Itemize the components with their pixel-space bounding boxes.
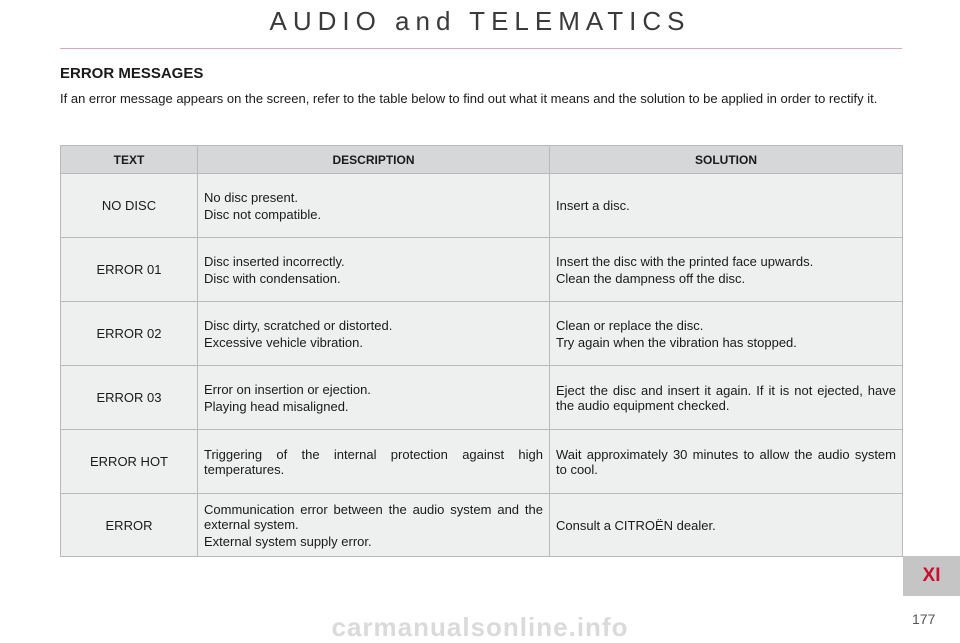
solution-cell	[550, 302, 903, 366]
solution-line: Try again when the vibration has stopped.	[556, 334, 797, 350]
description-cell	[198, 302, 550, 366]
table-row	[61, 430, 903, 494]
description-cell	[198, 174, 550, 238]
description-line: Disc not compatible.	[204, 206, 322, 222]
solution-line: Clean or replace the disc.	[556, 317, 704, 333]
description-line: Excessive vehicle vibration.	[204, 334, 363, 350]
header-divider	[60, 48, 902, 49]
solution-cell	[550, 494, 903, 557]
table-header-row	[61, 146, 903, 174]
description-line: Playing head misaligned.	[204, 398, 349, 414]
solution-line: Insert the disc with the printed face upwards.	[556, 253, 814, 269]
column-header-solution: SOLUTION	[550, 146, 903, 174]
description-line: Disc inserted incorrectly.	[204, 253, 345, 269]
table-row	[61, 366, 903, 430]
description-cell	[198, 494, 550, 557]
solution-line: Clean the dampness off the disc.	[556, 270, 746, 286]
description-cell	[198, 430, 550, 494]
description-cell	[198, 238, 550, 302]
section-title: ERROR MESSAGES	[60, 65, 204, 82]
chapter-tab: XI	[903, 556, 960, 596]
description-line: Communication error between the audio system and the external system.	[204, 501, 543, 532]
column-header-text: TEXT	[61, 146, 198, 174]
table-row	[61, 174, 903, 238]
error-code-cell: NO DISC	[61, 174, 198, 238]
table-row	[61, 302, 903, 366]
solution-line: Wait approximately 30 minutes to allow the audio system to cool.	[556, 446, 896, 477]
description-line: Error on insertion or ejection.	[204, 381, 371, 397]
solution-cell	[550, 430, 903, 494]
error-code-cell: ERROR HOT	[61, 430, 198, 494]
solution-line: Eject the disc and insert it again. If it is not ejected, have the audio equipment checked.	[556, 382, 896, 413]
description-line: Disc with condensation.	[204, 270, 341, 286]
table-row	[61, 238, 903, 302]
page-header-title: AUDIO and TELEMATICS	[269, 6, 691, 36]
table-row	[61, 494, 903, 557]
solution-line: Insert a disc.	[556, 198, 630, 213]
description-cell	[198, 366, 550, 430]
error-code-cell: ERROR 01	[61, 238, 198, 302]
error-code-cell: ERROR 02	[61, 302, 198, 366]
solution-line: Consult a CITROËN dealer.	[556, 517, 716, 533]
error-messages-table	[60, 145, 903, 557]
error-code-cell: ERROR 03	[61, 366, 198, 430]
description-line: Triggering of the internal protection against high temperatures.	[204, 446, 543, 477]
description-line: No disc present.	[204, 189, 298, 205]
column-header-description: DESCRIPTION	[198, 146, 550, 174]
watermark: carmanualsonline.info	[331, 612, 629, 642]
intro-paragraph: If an error message appears on the screen, refer to the table below to find out what it means and the solution to be applied in order to rectify it.	[60, 91, 878, 106]
solution-cell	[550, 238, 903, 302]
page-number: 177	[912, 611, 936, 627]
solution-cell	[550, 174, 903, 238]
solution-cell	[550, 366, 903, 430]
error-code-cell: ERROR	[61, 494, 198, 557]
description-line: External system supply error.	[204, 533, 372, 549]
description-line: Disc dirty, scratched or distorted.	[204, 317, 393, 333]
